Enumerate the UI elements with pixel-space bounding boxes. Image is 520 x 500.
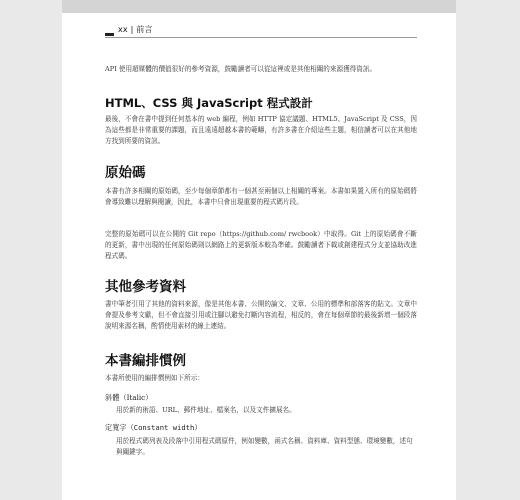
convention-term-italic: 斜體（Italic）: [105, 393, 153, 402]
previous-page-edge: [62, 0, 456, 13]
section-heading-source-code: 原始碼: [105, 165, 146, 181]
paragraph-source-code-2: 完整的原始碼可以在公開的 Git repo（https://github.com/ rwcbook）中取得。Git 上的原始碼會不斷的更新，書中出現的任何原始碼則以網路上的更新版本較為準確。鼓勵讀者下載或創建程式分支並協助改進程式碼。: [105, 230, 417, 260]
paragraph-references: 書中筆者引用了其他的資料來源，像是其他本書、公開的論文、文章、公用的標準和部落客的貼文。文章中會提及參考文獻，但不會直接引用或注腳以避免打斷內容流程，相反的，會在每個章節的最後新增一個段落說明來源名稱，酌情使用素材的線上連結。: [105, 300, 417, 330]
section-heading-html-css-js: HTML、CSS 與 JavaScript 程式設計: [105, 96, 313, 110]
section-heading-conventions: 本書編排慣例: [105, 353, 186, 369]
header-text: xx | 前言: [118, 25, 153, 34]
section-heading-references: 其他參考資料: [105, 279, 186, 295]
convention-term-constant-width: 定寬字（Constant width）: [105, 423, 202, 432]
running-header: [105, 23, 417, 37]
header-rule: [105, 37, 417, 38]
paragraph-conventions-intro: 本書所使用的編排慣例如下所示：: [105, 374, 204, 382]
book-page: [62, 0, 456, 500]
paragraph-source-code-1: 本書有許多相關的原始碼，至少每個章節都有一個甚至兩個以上相關的專案。本書如果置入所有的原始碼將會導致難以理解與閱讀，因此，本書中只會出現重要的程式碼片段。: [105, 187, 417, 206]
convention-desc-italic: 用於新的術語、URL、郵件地址、檔案名，以及文件擴展名。: [116, 406, 296, 414]
intro-paragraph: API 使用超媒體的價值很好的參考資源，鼓勵讀者可以從這裡或是其他相關的來源獲得資訊。: [105, 65, 377, 73]
paragraph-html-css-js: 最後，不會在書中提到任何基本的 web 編程，例如 HTTP 協定議題、HTML5、JavaScript 及 CSS，因為這些都是非常重要的課題，而且遠遠超越本書的範疇，有許多書在介紹這些主題，相信讀者可以在其他地方找到所要的資訊。: [105, 115, 417, 145]
convention-desc-constant-width: 用於程式碼列表及段落中引用程式碼原件，例如變數，函式名稱、資料庫、資料型態、環境變數，述句與關鍵字。: [116, 437, 413, 456]
header-marker: [105, 33, 114, 36]
